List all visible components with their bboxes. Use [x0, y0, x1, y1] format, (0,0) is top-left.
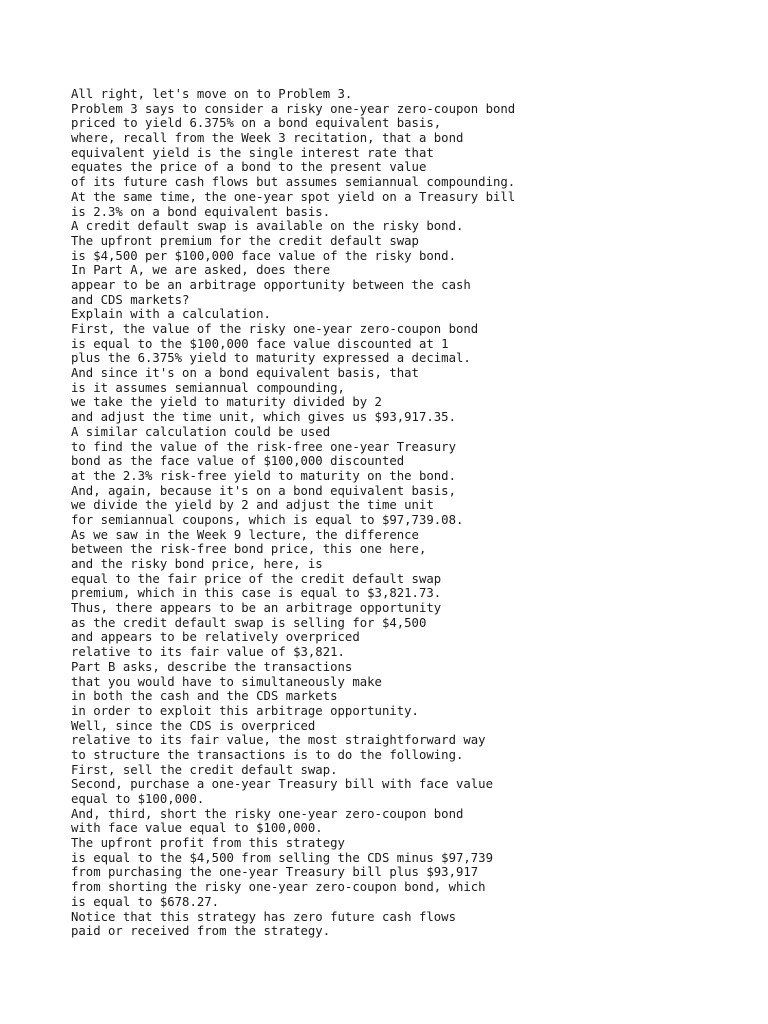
- transcript-line: priced to yield 6.375% on a bond equivalent basis,: [71, 116, 442, 131]
- transcript-line: bond as the face value of $100,000 discounted: [71, 454, 405, 469]
- transcript-line: between the risk-free bond price, this one here,: [71, 542, 427, 557]
- transcript-line: and CDS markets?: [71, 292, 190, 307]
- transcript-line: As we saw in the Week 9 lecture, the difference: [71, 527, 419, 542]
- transcript-line: to find the value of the risk-free one-year Treasury: [71, 439, 456, 454]
- transcript-line: with face value equal to $100,000.: [71, 821, 323, 836]
- transcript-line: First, sell the credit default swap.: [71, 762, 338, 777]
- transcript-line: The upfront premium for the credit default swap: [71, 233, 419, 248]
- transcript-line: Second, purchase a one-year Treasury bill with face value: [71, 777, 493, 792]
- transcript-line: paid or received from the strategy.: [71, 924, 331, 939]
- transcript-line: And since it's on a bond equivalent basis, that: [71, 366, 419, 381]
- transcript-line: Notice that this strategy has zero future cash flows: [71, 909, 456, 924]
- transcript-line: appear to be an arbitrage opportunity between the cash: [71, 277, 471, 292]
- transcript-line: and the risky bond price, here, is: [71, 557, 323, 571]
- transcript-line: premium, which in this case is equal to $3,821.73.: [71, 586, 442, 601]
- transcript-line: we divide the yield by 2 and adjust the time unit: [71, 498, 434, 513]
- transcript-line: is it assumes semiannual compounding,: [71, 380, 345, 395]
- transcript-line: where, recall from the Week 3 recitation, that a bond: [71, 131, 464, 146]
- transcript-line: at the 2.3% risk-free yield to maturity on the bond.: [71, 468, 456, 483]
- transcript-line: relative to its fair value of $3,821.: [71, 645, 345, 660]
- transcript-line: Well, since the CDS is overpriced: [71, 718, 316, 733]
- transcript-line: is 2.3% on a bond equivalent basis.: [71, 204, 331, 219]
- transcript-line: in both the cash and the CDS markets: [71, 689, 338, 704]
- transcript-line: plus the 6.375% yield to maturity expressed a decimal.: [71, 351, 471, 366]
- transcript-line: relative to its fair value, the most straightforward way: [71, 733, 486, 748]
- transcript-line: for semiannual coupons, which is equal to $97,739.08.: [71, 512, 464, 527]
- transcript-line: All right, let's move on to Problem 3.: [71, 87, 353, 101]
- transcript-line: is $4,500 per $100,000 face value of the risky bond.: [71, 248, 456, 263]
- transcript-line: And, again, because it's on a bond equivalent basis,: [71, 483, 456, 498]
- transcript-line: At the same time, the one-year spot yield on a Treasury bill: [71, 189, 516, 204]
- transcript-line: and adjust the time unit, which gives us $93,917.35.: [71, 410, 456, 425]
- transcript-line: First, the value of the risky one-year zero-coupon bond: [71, 322, 479, 336]
- transcript-line: to structure the transactions is to do the following.: [71, 747, 464, 762]
- transcript-line: equal to $100,000.: [71, 792, 205, 806]
- transcript-line: Thus, there appears to be an arbitrage opportunity: [71, 601, 442, 616]
- transcript-line: equivalent yield is the single interest rate that: [71, 145, 434, 160]
- transcript-line: Explain with a calculation.: [71, 307, 271, 322]
- transcript-line: And, third, short the risky one-year zero-coupon bond: [71, 806, 464, 821]
- transcript-line: that you would have to simultaneously make: [71, 674, 382, 689]
- transcript-text: [71, 87, 761, 939]
- transcript-line: equates the price of a bond to the present value: [71, 160, 427, 175]
- transcript-line: in order to exploit this arbitrage opportunity.: [71, 703, 419, 718]
- transcript-line: from shorting the risky one-year zero-coupon bond, which: [71, 880, 486, 895]
- transcript-line: A similar calculation could be used: [71, 424, 331, 439]
- transcript-line: from purchasing the one-year Treasury bill plus $93,917: [71, 865, 479, 880]
- transcript-line: is equal to $678.27.: [71, 894, 220, 909]
- transcript-line: we take the yield to maturity divided by 2: [71, 395, 382, 410]
- transcript-line: equal to the fair price of the credit default swap: [71, 571, 442, 586]
- transcript-line: of its future cash flows but assumes semiannual compounding.: [71, 175, 516, 190]
- transcript-line: is equal to the $100,000 face value discounted at 1: [71, 336, 449, 351]
- transcript-line: In Part A, we are asked, does there: [71, 263, 331, 278]
- transcript-line: as the credit default swap is selling for $4,500: [71, 615, 427, 630]
- transcript-line: A credit default swap is available on the risky bond.: [71, 219, 464, 234]
- transcript-line: and appears to be relatively overpriced: [71, 630, 360, 645]
- transcript-line: Part B asks, describe the transactions: [71, 659, 353, 674]
- transcript-line: Problem 3 says to consider a risky one-year zero-coupon bond: [71, 101, 516, 116]
- transcript-line: is equal to the $4,500 from selling the CDS minus $97,739: [71, 850, 493, 865]
- transcript-line: The upfront profit from this strategy: [71, 836, 345, 851]
